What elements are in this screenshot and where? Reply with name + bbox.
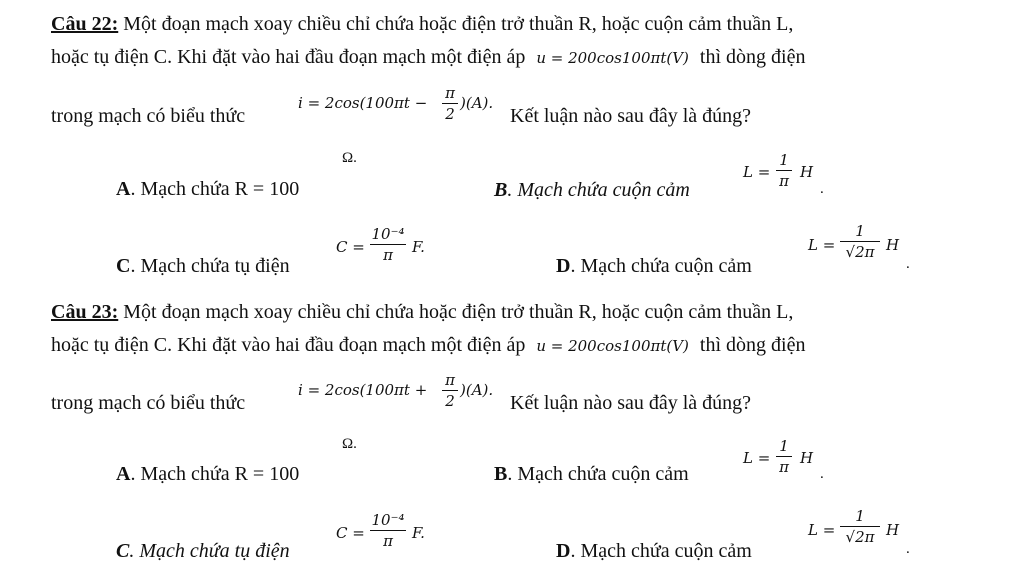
question-23-option-d-unit: H xyxy=(886,521,900,539)
question-22-stem-1: Một đoạn mạch xoay chiều chỉ chứa hoặc điện trở thuần R, hoặc cuộn cảm thuần L, xyxy=(123,13,794,35)
question-23-option-d[interactable] xyxy=(556,539,752,563)
option-d-label: D xyxy=(556,540,571,562)
question-22-stem-3-end: Kết luận nào sau đây là đúng? xyxy=(510,105,752,127)
question-22-option-c-math-pre: C = xyxy=(336,238,365,256)
option-d-label: D xyxy=(556,255,571,277)
question-22-current-pre: i = 2cos(100πt − xyxy=(298,94,428,112)
question-23-stem-2: hoặc tụ điện C. Khi đặt vào hai đầu đoạn mạch một điện áp xyxy=(51,334,526,356)
question-23-option-b-unit: H xyxy=(800,449,814,467)
option-d-text: . Mạch chứa cuộn cảm xyxy=(570,540,752,562)
option-d-num: 1 xyxy=(855,507,865,525)
option-d-den: √2π xyxy=(845,528,875,546)
question-22-option-d[interactable] xyxy=(556,254,752,278)
question-22-option-c[interactable] xyxy=(116,254,290,278)
option-d-num: 1 xyxy=(855,222,865,240)
question-22-current-den: 2 xyxy=(445,105,455,123)
option-b-text: . Mạch chứa cuộn cảm xyxy=(507,179,690,201)
question-23-current-pre: i = 2cos(100πt + xyxy=(298,381,428,399)
option-c-label: C xyxy=(116,255,131,277)
question-22-option-d-fraction xyxy=(840,222,880,261)
question-22-option-b-math-pre: L = xyxy=(743,163,771,181)
option-c-num: 10⁻⁴ xyxy=(371,225,405,243)
question-23-current-fraction xyxy=(442,371,458,410)
option-a-text: . Mạch chứa R = 100 xyxy=(130,463,300,485)
question-23-option-c[interactable] xyxy=(116,539,290,563)
question-22-option-b[interactable] xyxy=(494,178,690,202)
option-a-label: A xyxy=(116,178,131,200)
option-b-den: π xyxy=(779,458,789,476)
option-a-text: . Mạch chứa R = 100 xyxy=(130,178,300,200)
option-c-text: . Mạch chứa tụ điện xyxy=(129,540,290,562)
question-22-line-1 xyxy=(51,12,793,36)
question-23-option-c-unit: F. xyxy=(412,524,425,542)
question-23-line-1 xyxy=(51,300,793,324)
question-23-option-b-fraction xyxy=(776,437,792,476)
question-23-stem-2-end: thì dòng điện xyxy=(699,334,806,356)
option-b-den: π xyxy=(779,172,789,190)
option-d-den: √2π xyxy=(845,243,875,261)
option-c-den: π xyxy=(383,532,393,550)
question-23-line-2 xyxy=(51,333,805,358)
question-23-option-d-fraction xyxy=(840,507,880,546)
question-23-label: Câu 23: xyxy=(51,301,119,323)
question-22-current-post: )(A). xyxy=(460,94,494,112)
question-22-option-c-fraction xyxy=(370,225,406,264)
question-23-current-post: )(A). xyxy=(460,381,494,399)
question-22-option-d-unit: H xyxy=(886,236,900,254)
question-22-line-2 xyxy=(51,45,805,70)
question-23-current-num: π xyxy=(445,371,455,389)
option-a-label: A xyxy=(116,463,131,485)
question-22-option-b-unit: H xyxy=(800,163,814,181)
question-22-stem-3: trong mạch có biểu thức xyxy=(51,105,246,127)
question-23-current-den: 2 xyxy=(445,392,455,410)
question-22-option-c-unit: F. xyxy=(412,238,425,256)
question-23-ohm: Ω. xyxy=(342,436,357,452)
question-22-current-num: π xyxy=(445,84,455,102)
question-23-voltage: u = 200cos100πt(V) xyxy=(536,337,689,355)
option-b-text: . Mạch chứa cuộn cảm xyxy=(507,463,689,485)
question-22-option-b-dot: . xyxy=(820,181,824,197)
option-d-text: . Mạch chứa cuộn cảm xyxy=(570,255,752,277)
question-23-option-c-math-pre: C = xyxy=(336,524,365,542)
question-23-option-c-fraction xyxy=(370,511,406,550)
option-b-num: 1 xyxy=(779,437,789,455)
question-22-option-d-dot: . xyxy=(906,256,910,272)
question-23-stem-3-end: Kết luận nào sau đây là đúng? xyxy=(510,392,752,414)
option-b-label: B xyxy=(494,463,508,485)
question-22-label: Câu 22: xyxy=(51,13,119,35)
question-22-option-b-fraction xyxy=(776,151,792,190)
question-23-option-b-math-pre: L = xyxy=(743,449,771,467)
question-22-option-d-math-pre: L = xyxy=(808,236,836,254)
question-23-option-d-math-pre: L = xyxy=(808,521,836,539)
option-c-label: C xyxy=(116,540,130,562)
question-23-option-d-dot: . xyxy=(906,541,910,557)
option-c-text: . Mạch chứa tụ điện xyxy=(130,255,290,277)
question-23-option-a[interactable] xyxy=(116,462,299,486)
question-23-stem-3: trong mạch có biểu thức xyxy=(51,392,246,414)
question-22-voltage: u = 200cos100πt(V) xyxy=(536,49,689,67)
question-23-stem-1: Một đoạn mạch xoay chiều chỉ chứa hoặc điện trở thuần R, hoặc cuộn cảm thuần L, xyxy=(123,301,794,323)
question-22-ohm: Ω. xyxy=(342,150,357,166)
question-22-current-fraction xyxy=(442,84,458,123)
question-23-option-b[interactable] xyxy=(494,462,689,486)
question-22-stem-2: hoặc tụ điện C. Khi đặt vào hai đầu đoạn mạch một điện áp xyxy=(51,46,526,68)
option-c-num: 10⁻⁴ xyxy=(371,511,405,529)
question-22-stem-2-end: thì dòng điện xyxy=(699,46,806,68)
option-b-label: B xyxy=(494,179,508,201)
question-22-option-a[interactable] xyxy=(116,177,299,201)
option-b-num: 1 xyxy=(779,151,789,169)
question-23-option-b-dot: . xyxy=(820,466,824,482)
option-c-den: π xyxy=(383,246,393,264)
